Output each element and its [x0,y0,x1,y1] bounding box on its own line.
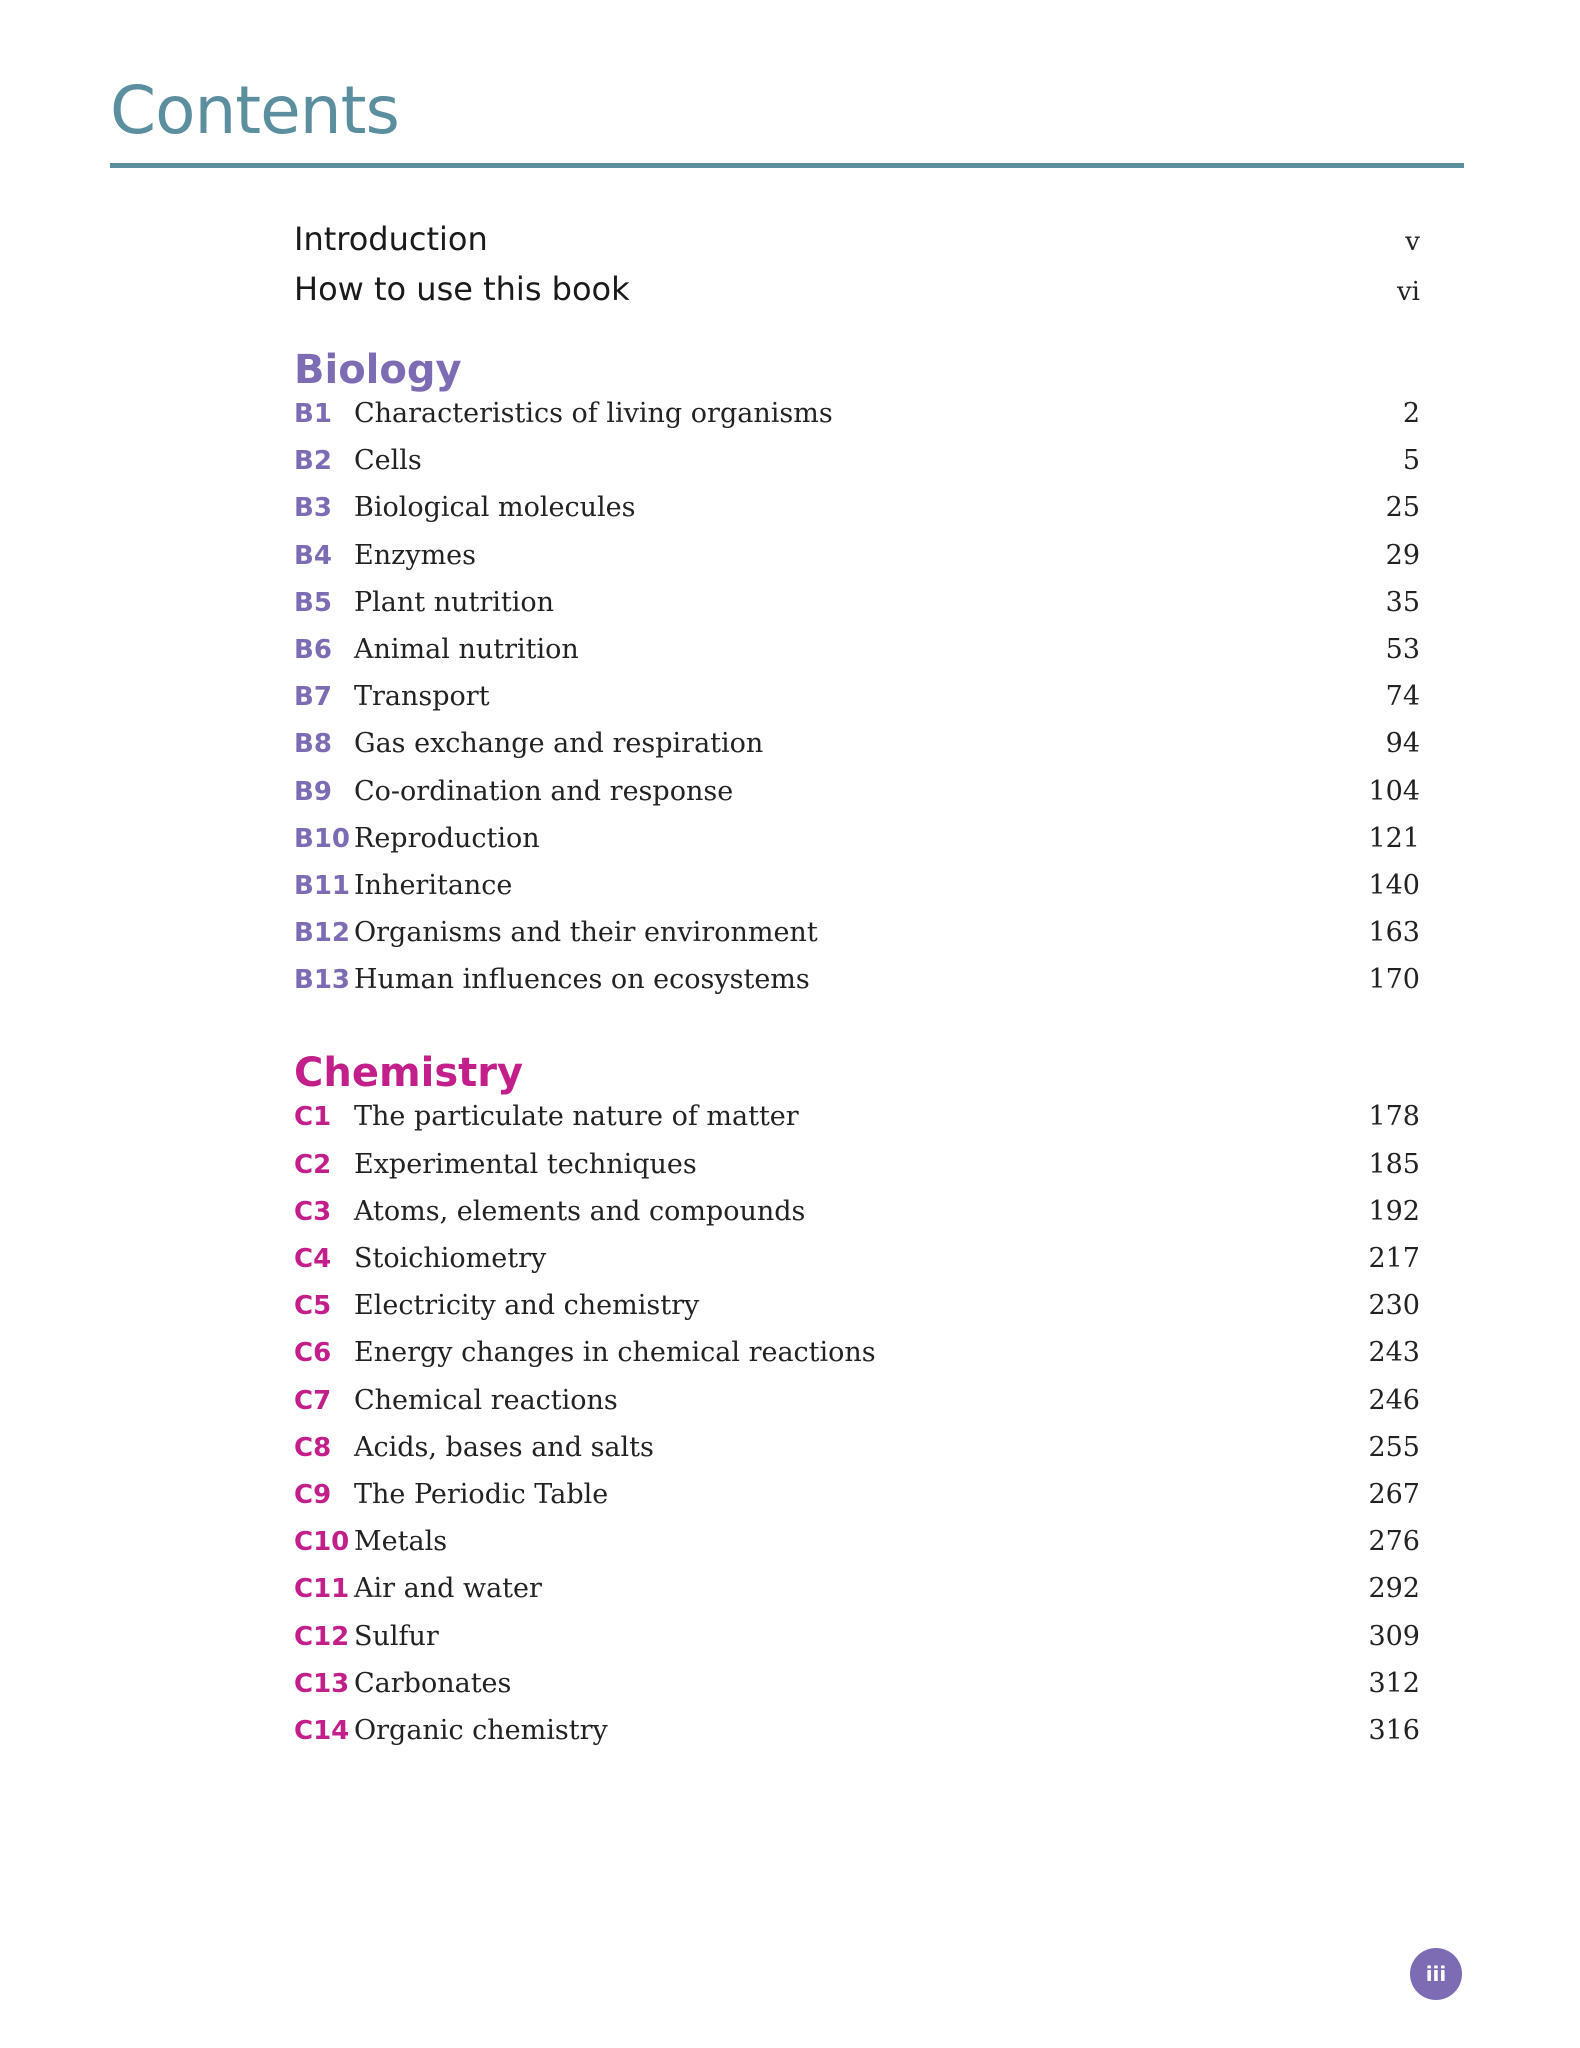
chapter-title: The Periodic Table [354,1478,609,1510]
chapter-page: 94 [1385,728,1420,760]
toc-chapter-c3[interactable] [294,1196,1420,1243]
toc-chapter-c5[interactable] [294,1290,1420,1337]
chapter-page: 25 [1385,492,1420,524]
chapter-code: B11 [294,870,350,901]
chapter-code: C14 [294,1715,350,1746]
chapter-page: 255 [1368,1431,1420,1463]
toc-chapter-b1[interactable] [294,398,1420,445]
chapter-page: 2 [1402,398,1420,429]
chapter-page: 312 [1368,1667,1420,1699]
title-rule [110,163,1464,168]
toc-chapter-b3[interactable] [294,492,1420,539]
toc-chapter-c10[interactable] [294,1526,1420,1573]
toc-chapter-b13[interactable] [294,964,1420,1011]
chapter-code: B9 [294,776,332,807]
chapter-page: 192 [1368,1195,1420,1227]
chapter-page: 140 [1368,869,1420,901]
chapter-title: Organisms and their environment [354,917,818,949]
chapter-title: Carbonates [354,1667,512,1699]
chapter-title: Metals [354,1526,448,1558]
chapter-page: 170 [1368,964,1420,996]
toc-chapter-c11[interactable] [294,1573,1420,1620]
chapter-page: 104 [1368,775,1420,807]
chapter-title: Air and water [354,1573,542,1605]
toc-chapter-c1[interactable] [294,1101,1420,1148]
chapter-code: B7 [294,682,332,713]
chapter-page: 267 [1368,1478,1420,1510]
chapter-page: 217 [1368,1243,1420,1274]
chapter-page: 316 [1368,1714,1420,1746]
chapter-page: 185 [1368,1148,1420,1180]
chapter-page: 178 [1368,1101,1420,1133]
chapter-page: 276 [1368,1526,1420,1558]
chapter-title: Biological molecules [354,492,636,524]
toc-chapter-c6[interactable] [294,1337,1420,1384]
toc-chapter-b4[interactable] [294,540,1420,587]
toc-chapter-b7[interactable] [294,681,1420,728]
chapter-title: Gas exchange and respiration [354,728,764,760]
chapter-page: 29 [1385,539,1420,571]
chapter-code: C1 [294,1102,332,1133]
chapter-code: B5 [294,587,332,618]
chapter-title: Organic chemistry [354,1714,608,1746]
chapter-title: Reproduction [354,822,540,854]
chemistry-heading: Chemistry [294,1050,524,1097]
chapter-page: 121 [1368,822,1420,854]
toc-chapter-b11[interactable] [294,870,1420,917]
toc-chapter-c14[interactable] [294,1715,1420,1762]
chapter-page: 292 [1368,1573,1420,1605]
chapter-title: Cells [354,445,422,477]
chapter-title: Co-ordination and response [354,775,734,807]
toc-chapter-c9[interactable] [294,1479,1420,1526]
chapter-title: Animal nutrition [354,633,579,665]
chapter-page: 309 [1368,1620,1420,1652]
toc-chapter-b9[interactable] [294,776,1420,823]
toc-chapter-b5[interactable] [294,587,1420,634]
chapter-page: 243 [1368,1337,1420,1369]
chapter-page: 53 [1385,633,1420,665]
chapter-code: C10 [294,1527,350,1558]
chapter-page: 35 [1385,586,1420,618]
chapter-title: Experimental techniques [354,1148,697,1180]
chapter-code: B3 [294,493,332,524]
toc-chapter-c2[interactable] [294,1149,1420,1196]
chemistry-chapter-list [294,1101,1420,1762]
chapter-page: 74 [1385,681,1420,713]
chapter-page: 230 [1368,1290,1420,1322]
chapter-code: C9 [294,1479,332,1510]
chapter-code: C6 [294,1338,332,1369]
chapter-code: C2 [294,1149,332,1180]
page-title: Contents [110,72,399,149]
chapter-title: Plant nutrition [354,586,555,618]
front-matter-page: v [1405,227,1420,257]
table-of-contents [294,220,1420,1762]
front-matter-label: Introduction [294,220,488,258]
toc-chapter-c13[interactable] [294,1668,1420,1715]
chapter-title: Atoms, elements and compounds [354,1195,806,1227]
toc-chapter-c7[interactable] [294,1385,1420,1432]
toc-chapter-c12[interactable] [294,1621,1420,1668]
chapter-page: 5 [1402,445,1420,477]
chapter-title: Acids, bases and salts [354,1431,654,1463]
chapter-title: Energy changes in chemical reactions [354,1337,876,1369]
chapter-code: C13 [294,1668,350,1699]
toc-chapter-b6[interactable] [294,634,1420,681]
chapter-title: Human influences on ecosystems [354,964,810,996]
chapter-code: B8 [294,729,332,760]
chemistry-section [294,1050,1420,1762]
page-number-badge: iii [1410,1948,1462,2000]
chapter-code: B2 [294,446,332,477]
toc-row-how-to-use[interactable] [294,270,1420,320]
toc-chapter-b8[interactable] [294,728,1420,775]
chapter-code: C8 [294,1432,332,1463]
chapter-code: B10 [294,823,350,854]
chapter-title: The particulate nature of matter [354,1101,799,1133]
toc-chapter-c8[interactable] [294,1432,1420,1479]
chapter-code: B1 [294,399,332,429]
chapter-code: C11 [294,1574,350,1605]
chapter-page: 246 [1368,1384,1420,1416]
toc-chapter-c4[interactable] [294,1243,1420,1290]
chapter-code: C12 [294,1621,350,1652]
chapter-code: C5 [294,1291,332,1322]
front-matter-page: vi [1396,277,1420,307]
biology-section [294,347,1420,1011]
toc-chapter-b12[interactable] [294,917,1420,964]
chapter-page: 163 [1368,917,1420,949]
toc-row-introduction[interactable] [294,220,1420,270]
chapter-code: B12 [294,918,350,949]
chapter-code: B4 [294,540,332,571]
chapter-code: C3 [294,1196,332,1227]
chapter-title: Inheritance [354,869,513,901]
chapter-title: Enzymes [354,539,477,571]
chapter-code: B6 [294,634,332,665]
front-matter-label: How to use this book [294,270,630,308]
biology-heading: Biology [294,347,462,393]
chapter-title: Transport [354,681,490,713]
chapter-code: B13 [294,965,350,996]
chapter-title: Stoichiometry [354,1243,547,1274]
chapter-code: C4 [294,1244,332,1274]
chapter-title: Electricity and chemistry [354,1290,700,1322]
biology-chapter-list [294,398,1420,1011]
chapter-title: Chemical reactions [354,1384,618,1416]
chapter-title: Sulfur [354,1620,439,1652]
toc-chapter-b2[interactable] [294,445,1420,492]
chapter-title: Characteristics of living organisms [354,398,833,429]
toc-chapter-b10[interactable] [294,823,1420,870]
chapter-code: C7 [294,1385,332,1416]
